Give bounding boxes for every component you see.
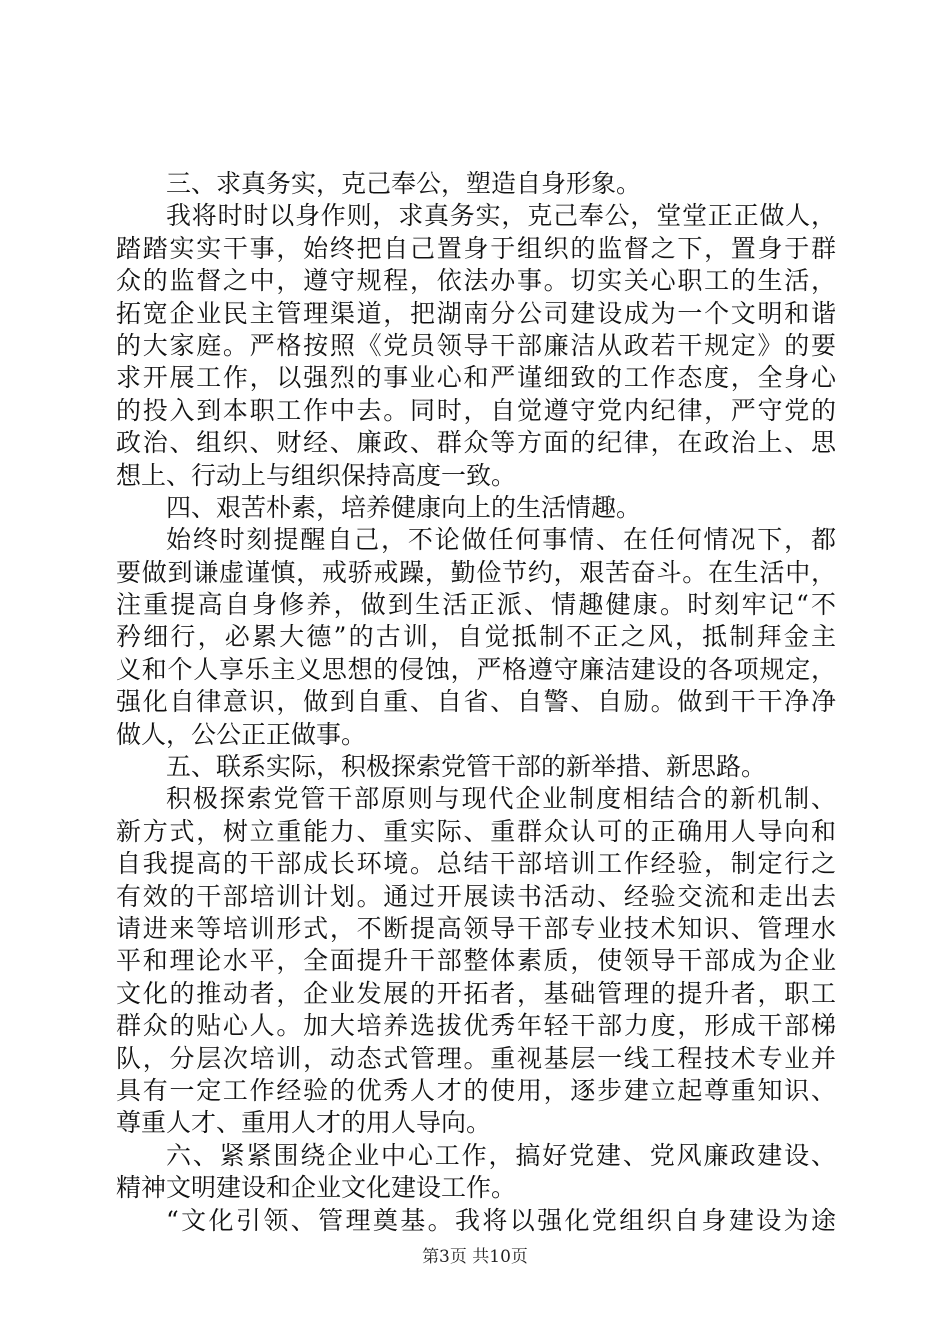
text-line: 求开展工作，以强烈的事业心和严谨细致的工作态度，全身心 [116, 363, 836, 393]
document-body [116, 168, 836, 1237]
text-line: 群众的贴心人。加大培养选拔优秀年轻干部力度，形成干部梯 [116, 1011, 836, 1041]
text-line: 尊重人才、重用人才的用人导向。 [116, 1108, 492, 1138]
text-line: 我将时时以身作则，求真务实，克己奉公，堂堂正正做人， [166, 201, 836, 231]
text-line: 政治、组织、财经、廉政、群众等方面的纪律，在政治上、思 [116, 428, 836, 458]
text-line: 的大家庭。严格按照《党员领导干部廉洁从政若干规定》的要 [116, 330, 836, 360]
text-line: “文化引领、管理奠基。我将以强化党组织自身建设为途 [166, 1205, 836, 1235]
text-line: 积极探索党管干部原则与现代企业制度相结合的新机制、 [166, 784, 836, 814]
text-line: 注重提高自身修养，做到生活正派、情趣健康。时刻牢记“不 [116, 590, 836, 620]
text-line: 六、紧紧围绕企业中心工作，搞好党建、党风廉政建设、 [166, 1140, 836, 1170]
text-line: 强化自律意识，做到自重、自省、自警、自励。做到干干净净 [116, 687, 836, 717]
text-line: 文化的推动者，企业发展的开拓者，基础管理的提升者，职工 [116, 978, 836, 1008]
text-line: 平和理论水平，全面提升干部整体素质，使领导干部成为企业 [116, 946, 836, 976]
text-line: 具有一定工作经验的优秀人才的使用，逐步建立起尊重知识、 [116, 1075, 836, 1105]
page-footer: 第3页 共10页 [422, 1247, 528, 1267]
text-line: 拓宽企业民主管理渠道，把湖南分公司建设成为一个文明和谐 [116, 298, 836, 328]
text-line: 想上、行动上与组织保持高度一致。 [116, 460, 517, 490]
text-line: 自我提高的干部成长环境。总结干部培训工作经验，制定行之 [116, 849, 836, 879]
text-line: 众的监督之中，遵守规程，依法办事。切实关心职工的生活， [116, 266, 836, 296]
text-line: 做人，公公正正做事。 [116, 719, 367, 749]
text-line: 始终时刻提醒自己，不论做任何事情、在任何情况下，都 [166, 525, 836, 555]
text-line: 的投入到本职工作中去。同时，自觉遵守党内纪律，严守党的 [116, 395, 836, 425]
text-line: 精神文明建设和企业文化建设工作。 [116, 1173, 517, 1203]
text-line: 有效的干部培训计划。通过开展读书活动、经验交流和走出去 [116, 881, 836, 911]
text-line: 五、联系实际，积极探索党管干部的新举措、新思路。 [166, 752, 767, 782]
text-line: 新方式，树立重能力、重实际、重群众认可的正确用人导向和 [116, 816, 836, 846]
text-line: 矜细行，必累大德”的古训，自觉抵制不正之风，抵制拜金主 [116, 622, 836, 652]
text-line: 队，分层次培训，动态式管理。重视基层一线工程技术专业并 [116, 1043, 836, 1073]
text-line: 三、求真务实，克己奉公，塑造自身形象。 [166, 169, 642, 198]
text-line: 要做到谦虚谨慎，戒骄戒躁，勤俭节约，艰苦奋斗。在生活中， [116, 557, 836, 587]
text-line: 踏踏实实干事，始终把自己置身于组织的监督之下，置身于群 [116, 233, 836, 263]
text-line: 请进来等培训形式，不断提高领导干部专业技术知识、管理水 [116, 913, 836, 943]
text-line: 义和个人享乐主义思想的侵蚀，严格遵守廉洁建设的各项规定， [116, 654, 836, 684]
text-line: 四、艰苦朴素，培养健康向上的生活情趣。 [166, 492, 642, 522]
